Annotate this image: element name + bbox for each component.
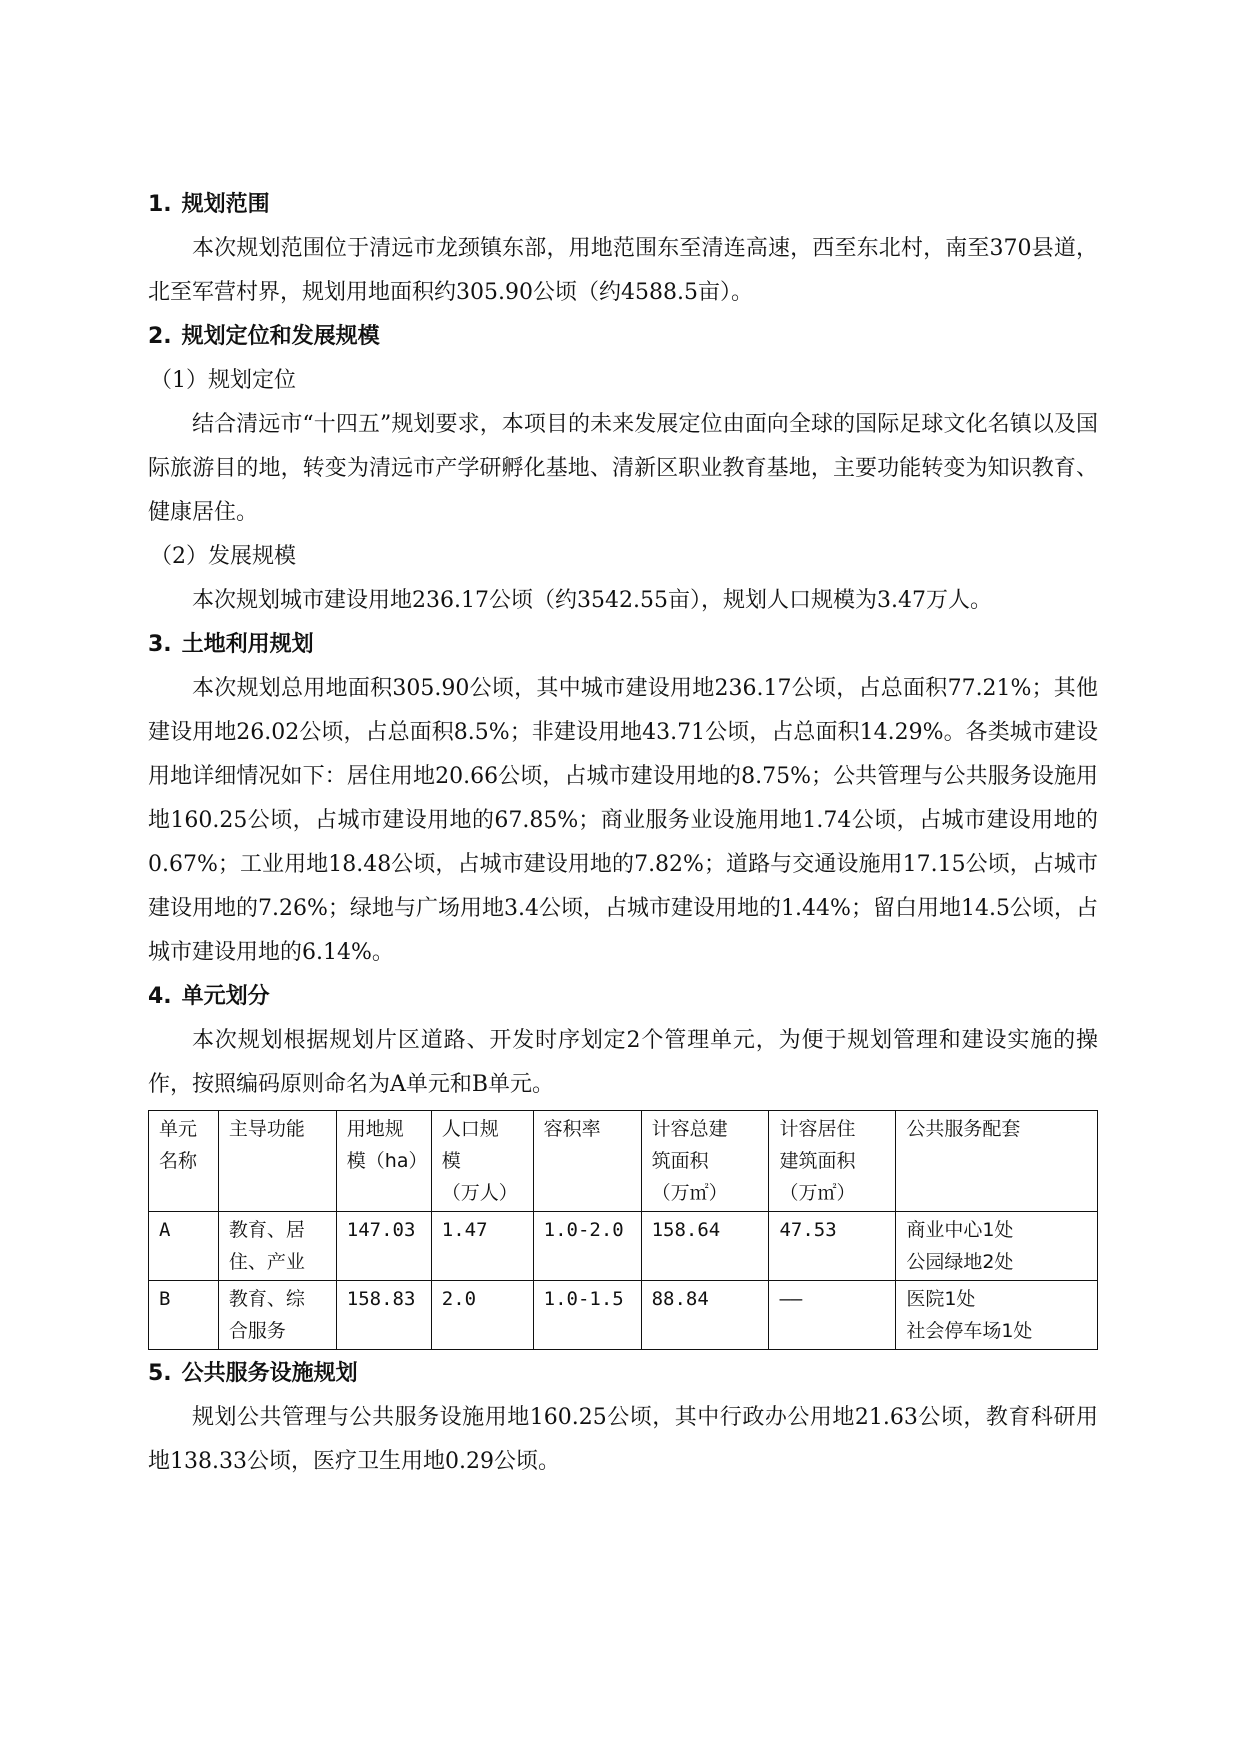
section-title: 规划定位和发展规模 bbox=[181, 324, 380, 349]
section-5-heading bbox=[148, 1352, 1098, 1396]
section-number: 5. bbox=[148, 1361, 172, 1386]
table-cell: 商业中心1处 公园绿地2处 bbox=[896, 1212, 1098, 1281]
subsection-scale: （2）发展规模 bbox=[150, 544, 296, 569]
table-cell: 教育、居 住、产业 bbox=[218, 1212, 336, 1281]
unit-division-table bbox=[148, 1110, 1098, 1350]
section-2-paragraph-2: 本次规划城市建设用地236.17公顷（约3542.55亩），规划人口规模为3.47万人。 bbox=[192, 588, 992, 613]
section-5-paragraph: 规划公共管理与公共服务设施用地160.25公顷，其中行政办公用地21.63公顷，教育科研用地138.33公顷，医疗卫生用地0.29公顷。 bbox=[148, 1405, 1098, 1474]
table-cell: —— bbox=[769, 1281, 896, 1350]
table-header-cell: 计容居住 建筑面积 （万㎡） bbox=[769, 1111, 896, 1212]
table-cell: 1.0-1.5 bbox=[533, 1281, 641, 1350]
table-cell: 2.0 bbox=[431, 1281, 533, 1350]
section-number: 3. bbox=[148, 632, 172, 657]
table-cell: B bbox=[149, 1281, 219, 1350]
table-cell: 1.0-2.0 bbox=[533, 1212, 641, 1281]
section-3-paragraph: 本次规划总用地面积305.90公顷，其中城市建设用地236.17公顷，占总面积77.21%；其他建设用地26.02公顷，占总面积8.5%；非建设用地43.71公顷，占总面积14.29%。各类城市建设用地详细情况如下：居住用地20.66公顷，占城市建设用地的8.75%；公共管理与公共服务设施用地160.25公顷，占城市建设用地的67.85%；商业服务业设施用地1.74公顷，占城市建设用地的0.67%；工业用地18.48公顷，占城市建设用地的7.82%；道路与交通设施用17.15公顷，占城市建设用地的7.26%；绿地与广场用地3.4公顷，占城市建设用地的1.44%；留白用地14.5公顷，占城市建设用地的6.14%。 bbox=[148, 676, 1098, 965]
document-content bbox=[148, 183, 1098, 1484]
table-cell: 医院1处 社会停车场1处 bbox=[896, 1281, 1098, 1350]
section-number: 2. bbox=[148, 324, 172, 349]
section-1-heading bbox=[148, 183, 1098, 227]
table-header-cell: 容积率 bbox=[533, 1111, 641, 1212]
table-header-row bbox=[149, 1111, 1098, 1212]
table-cell: 158.83 bbox=[336, 1281, 431, 1350]
table-cell: A bbox=[149, 1212, 219, 1281]
table-cell: 47.53 bbox=[769, 1212, 896, 1281]
section-1-paragraph: 本次规划范围位于清远市龙颈镇东部，用地范围东至清连高速，西至东北村，南至370县道，北至军营村界，规划用地面积约305.90公顷（约4588.5亩）。 bbox=[148, 236, 1098, 305]
section-title: 规划范围 bbox=[181, 192, 270, 217]
section-number: 4. bbox=[148, 984, 172, 1009]
table-cell: 147.03 bbox=[336, 1212, 431, 1281]
table-header-cell: 主导功能 bbox=[218, 1111, 336, 1212]
table-header-cell: 人口规 模 （万人） bbox=[431, 1111, 533, 1212]
table-header-cell: 公共服务配套 bbox=[896, 1111, 1098, 1212]
section-4-heading bbox=[148, 975, 1098, 1019]
section-2-paragraph-1: 结合清远市“十四五”规划要求，本项目的未来发展定位由面向全球的国际足球文化名镇以及国际旅游目的地，转变为清远市产学研孵化基地、清新区职业教育基地，主要功能转变为知识教育、健康居住。 bbox=[148, 412, 1098, 525]
table-cell: 158.64 bbox=[641, 1212, 769, 1281]
section-title: 土地利用规划 bbox=[181, 632, 314, 657]
table-cell: 教育、综 合服务 bbox=[218, 1281, 336, 1350]
section-title: 单元划分 bbox=[181, 984, 270, 1009]
section-number: 1. bbox=[148, 192, 172, 217]
section-2-heading bbox=[148, 315, 1098, 359]
section-title: 公共服务设施规划 bbox=[181, 1361, 358, 1386]
table-header-cell: 用地规 模（ha） bbox=[336, 1111, 431, 1212]
section-3-heading bbox=[148, 623, 1098, 667]
table-header-cell: 计容总建 筑面积 （万㎡） bbox=[641, 1111, 769, 1212]
table-header-cell: 单元 名称 bbox=[149, 1111, 219, 1212]
subsection-positioning: （1）规划定位 bbox=[150, 368, 296, 393]
table-cell: 1.47 bbox=[431, 1212, 533, 1281]
table-cell: 88.84 bbox=[641, 1281, 769, 1350]
section-4-paragraph: 本次规划根据规划片区道路、开发时序划定2个管理单元，为便于规划管理和建设实施的操作，按照编码原则命名为A单元和B单元。 bbox=[148, 1028, 1098, 1097]
table-row bbox=[149, 1281, 1098, 1350]
table-row bbox=[149, 1212, 1098, 1281]
